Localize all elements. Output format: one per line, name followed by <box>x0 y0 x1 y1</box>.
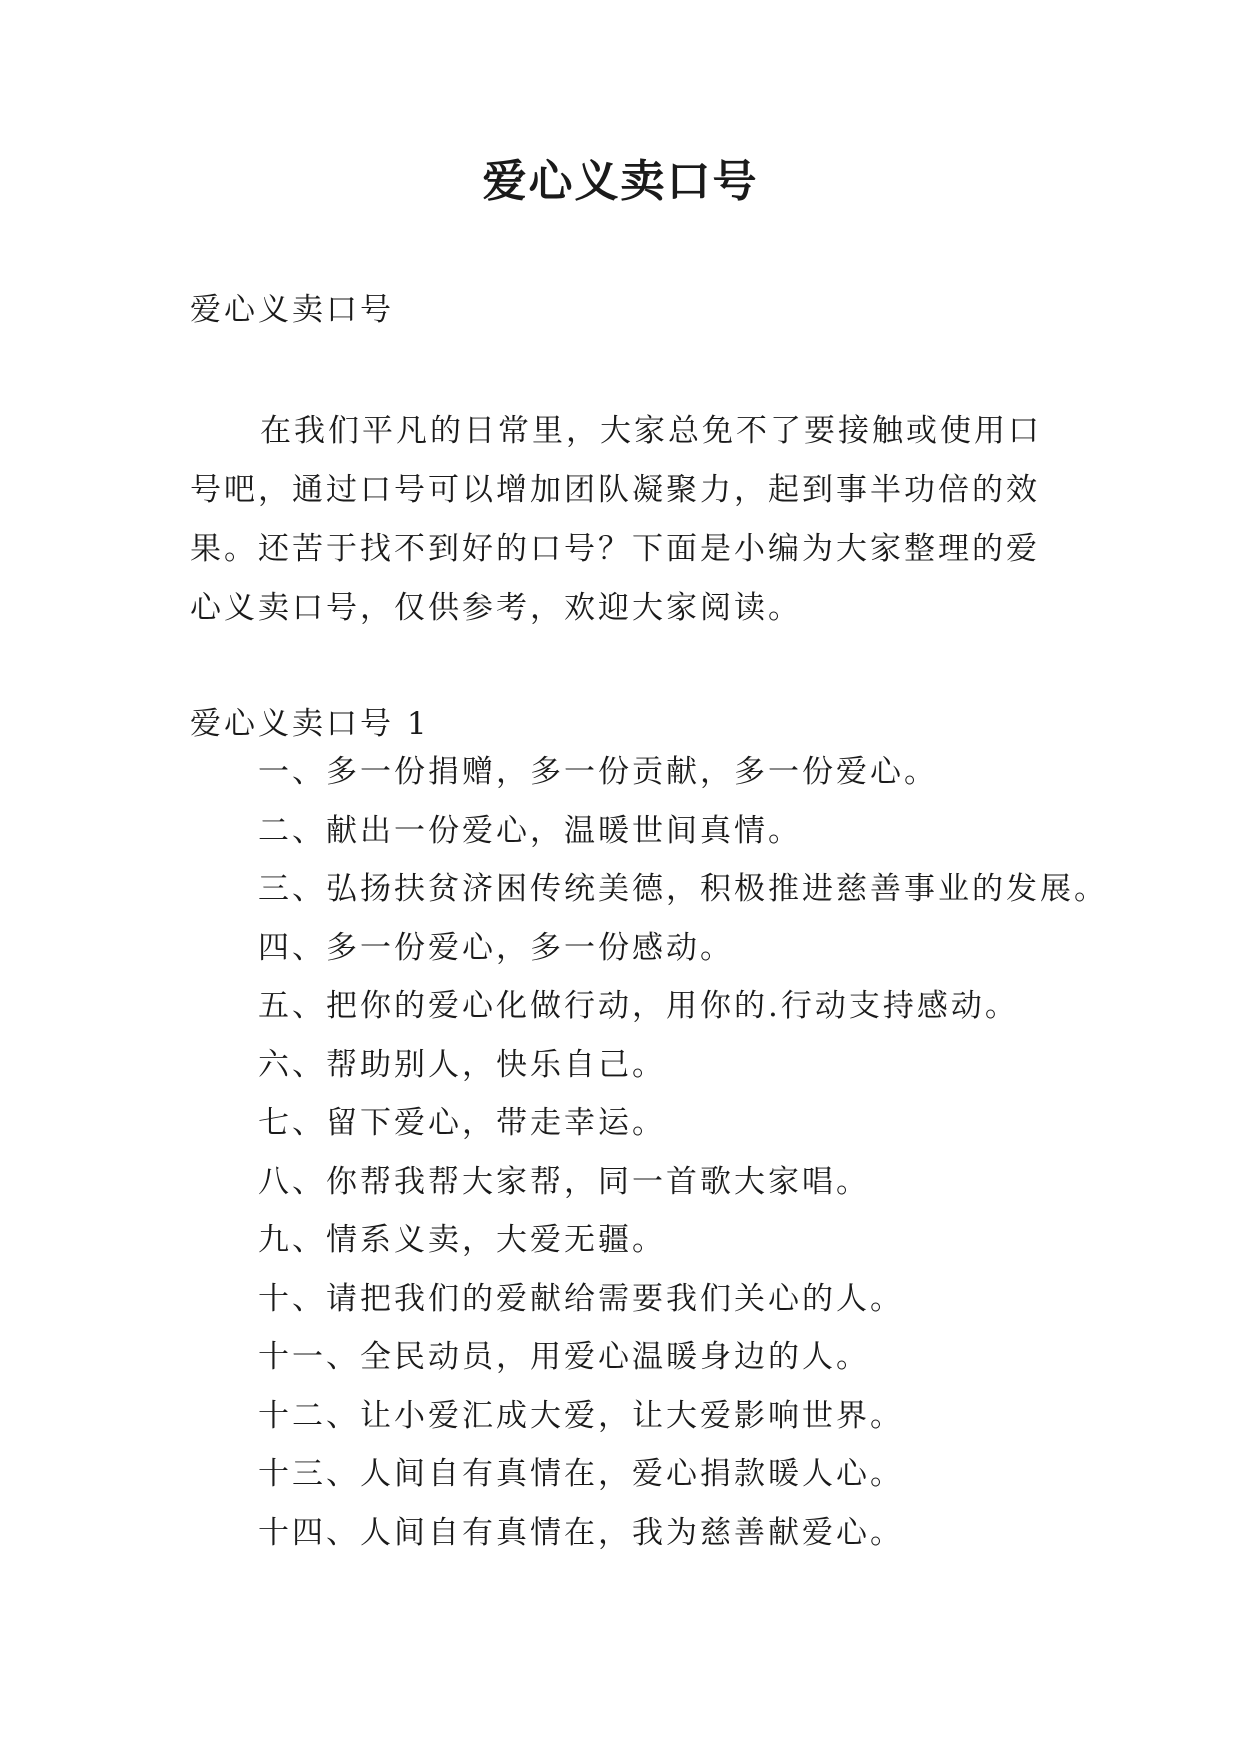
slogan-item: 十、请把我们的爱献给需要我们关心的人。 <box>258 1280 904 1317</box>
slogan-item: 三、弘扬扶贫济困传统美德，积极推进慈善事业的发展。 <box>258 871 1108 907</box>
document-title: 爱心义卖口号 <box>482 156 759 207</box>
slogan-item: 八、你帮我帮大家帮，同一首歌大家唱。 <box>258 1163 870 1200</box>
document-subtitle: 爱心义卖口号 <box>190 292 394 328</box>
slogan-item: 七、留下爱心，带走幸运。 <box>258 1105 666 1141</box>
slogan-item: 二、献出一份爱心，温暖世间真情。 <box>258 812 802 849</box>
slogan-item: 十三、人间自有真情在，爱心捐款暖人心。 <box>258 1456 904 1492</box>
slogan-item: 六、帮助别人，快乐自己。 <box>258 1046 666 1083</box>
slogan-item: 十四、人间自有真情在，我为慈善献爱心。 <box>258 1514 904 1551</box>
slogan-item: 四、多一份爱心，多一份感动。 <box>258 929 734 966</box>
slogan-item: 九、情系义卖，大爱无疆。 <box>258 1222 666 1258</box>
slogan-item: 一、多一份捐赠，多一份贡献，多一份爱心。 <box>258 754 938 790</box>
slogan-list <box>258 752 1108 1571</box>
slogan-item: 十一、全民动员，用爱心温暖身边的人。 <box>258 1339 870 1375</box>
slogan-item: 十二、让小爱汇成大爱，让大爱影响世界。 <box>258 1397 904 1434</box>
slogan-item: 五、把你的爱心化做行动，用你的.行动支持感动。 <box>258 988 1019 1024</box>
section-heading: 爱心义卖口号 1 <box>190 706 430 742</box>
intro-paragraph: 在我们平凡的日常里，大家总免不了要接触或使用口号吧，通过口号可以增加团队凝聚力，起到事半功倍的效果。还苦于找不到好的口号？下面是小编为大家整理的爱心义卖口号，仅供参考，欢迎大家阅读。 <box>190 413 1042 626</box>
